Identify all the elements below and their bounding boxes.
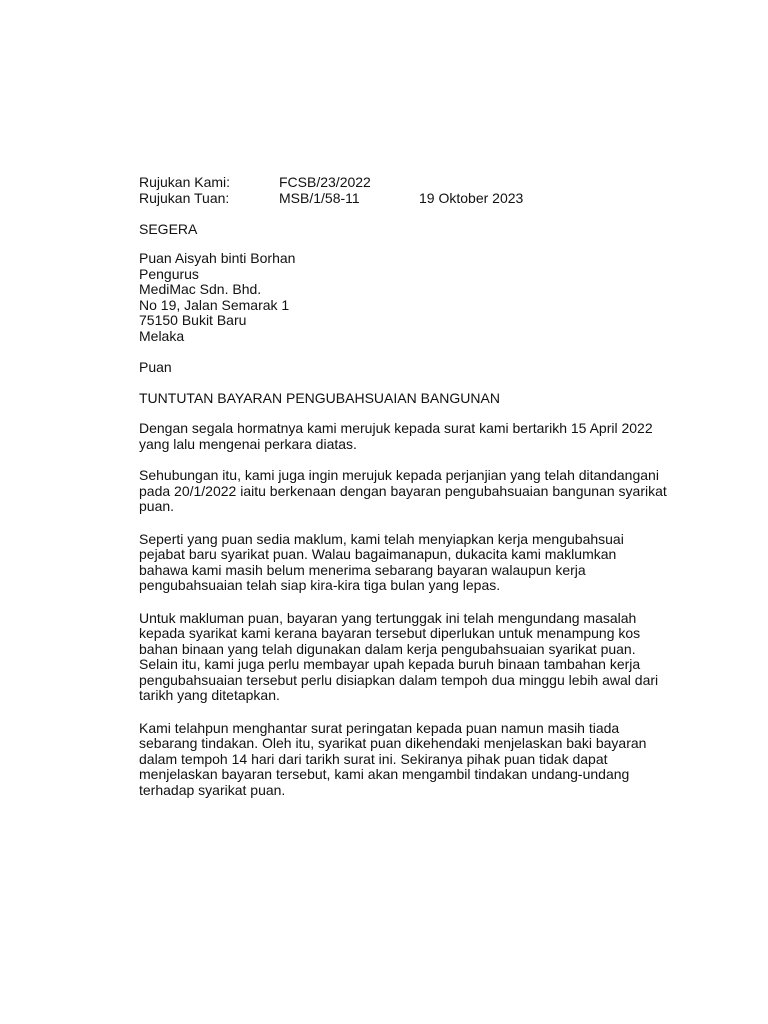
your-reference-row: [139, 190, 699, 206]
letter-page: [139, 174, 699, 798]
paragraph-line: dalam tempoh 14 hari dari tarikh surat ini. Sekiranya pihak puan tidak dapat: [139, 750, 608, 767]
recipient-street: No 19, Jalan Semarak 1: [139, 296, 290, 313]
paragraph-line: yang lalu mengenai perkara diatas.: [139, 435, 357, 452]
paragraph-line: bahawa kami masih belum menerima sebarang bayaran walaupun kerja: [139, 561, 586, 578]
recipient-title: Pengurus: [139, 265, 199, 282]
our-reference-value: FCSB/23/2022: [279, 174, 371, 190]
paragraph-line: pengubahsuaian tersebut perlu disiapkan dalam tempoh dua minggu lebih awal dari: [139, 671, 659, 688]
body-paragraph-2: [139, 468, 699, 515]
salutation: Puan: [139, 359, 172, 375]
paragraph-line: menjelaskan bayaran tersebut, kami akan mengambil tindakan undang-undang: [139, 766, 630, 782]
paragraph-line: Kami telahpun menghantar surat peringatan kepada puan namun masih tiada: [139, 719, 620, 736]
paragraph-line: Dengan segala hormatnya kami merujuk kepada surat kami bertarikh 15 April 2022: [139, 420, 653, 436]
recipient-address: [139, 251, 699, 344]
recipient-postcode-city: 75150 Bukit Baru: [139, 312, 247, 328]
our-reference-label: Rujukan Kami:: [139, 174, 231, 190]
body-paragraph-1: [139, 421, 699, 452]
letter-subject: TUNTUTAN BAYARAN PENGUBAHSUAIAN BANGUNAN: [139, 390, 500, 406]
paragraph-line: sebarang tindakan. Oleh itu, syarikat puan dikehendaki menjelaskan baki bayaran: [139, 735, 647, 751]
recipient-company: MediMac Sdn. Bhd.: [139, 281, 262, 297]
paragraph-line: bahan binaan yang telah digunakan dalam kerja pengubahsuaian syarikat puan.: [139, 640, 636, 657]
your-reference-label: Rujukan Tuan:: [139, 190, 230, 206]
paragraph-line: Seperti yang puan sedia maklum, kami telah menyiapkan kerja mengubahsuai: [139, 530, 624, 547]
paragraph-line: pengubahsuaian telah siap kira-kira tiga bulan yang lepas.: [139, 577, 501, 593]
paragraph-line: kepada syarikat kami kerana bayaran tersebut diperlukan untuk menampung kos: [139, 625, 641, 641]
your-reference-value: MSB/1/58-11: [279, 190, 360, 206]
paragraph-line: pejabat baru syarikat puan. Walau bagaimanapun, dukacita kami maklumkan: [139, 546, 617, 562]
urgency-label: SEGERA: [139, 221, 198, 237]
paragraph-line: terhadap syarikat puan.: [139, 781, 286, 798]
paragraph-line: puan.: [139, 498, 175, 514]
paragraph-line: Untuk makluman puan, bayaran yang tertunggak ini telah mengundang masalah: [139, 609, 637, 626]
paragraph-line: tarikh yang ditetapkan.: [139, 687, 280, 703]
recipient-name: Puan Aisyah binti Borhan: [139, 250, 296, 266]
body-paragraph-5: [139, 721, 699, 799]
paragraph-line: Sehubungan itu, kami juga ingin merujuk kepada perjanjian yang telah ditandangani: [139, 467, 659, 483]
paragraph-line: pada 20/1/2022 iaitu berkenaan dengan bayaran pengubahsuaian bangunan syarikat: [139, 482, 667, 499]
recipient-state: Melaka: [139, 327, 185, 344]
body-paragraph-3: [139, 532, 699, 594]
paragraph-line: Selain itu, kami juga perlu membayar upah kepada buruh binaan tambahan kerja: [139, 656, 641, 672]
body-paragraph-4: [139, 611, 699, 704]
our-reference-row: [139, 174, 699, 190]
letter-date: 19 Oktober 2023: [419, 190, 524, 206]
